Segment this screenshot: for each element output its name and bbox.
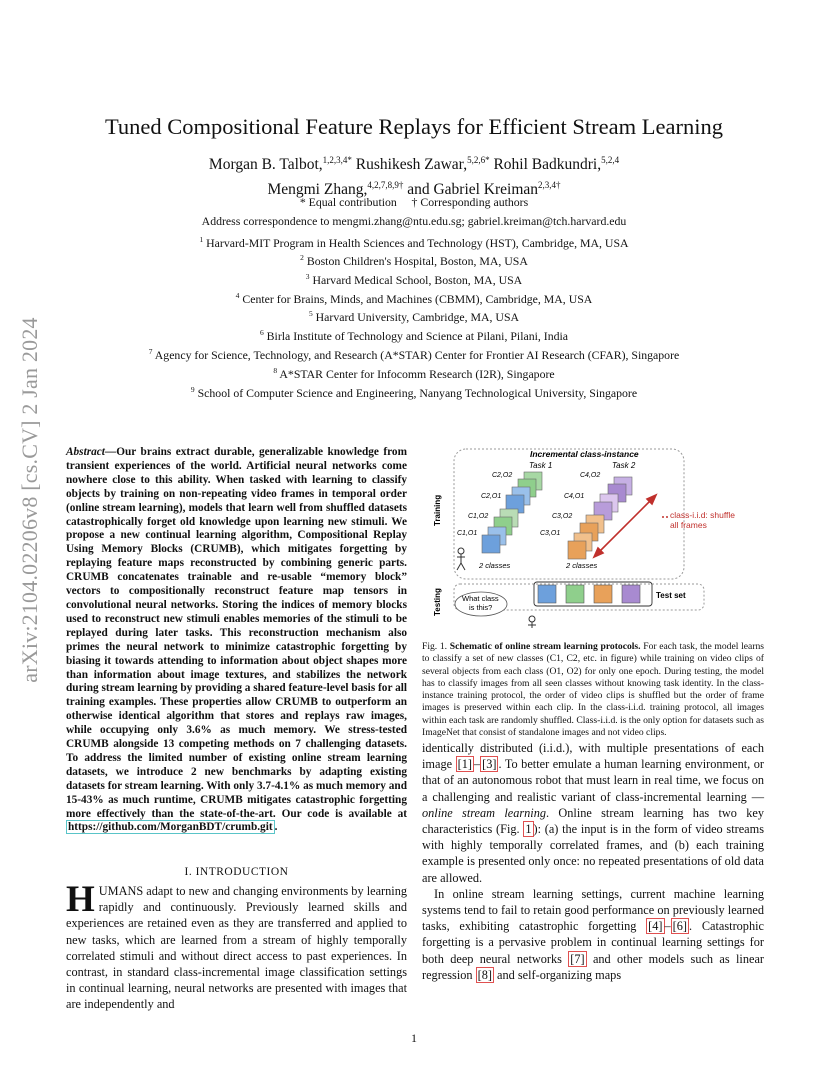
paper-title: Tuned Compositional Feature Replays for Efficient Stream Learning — [104, 114, 723, 139]
figure-caption: Fig. 1. Schematic of online stream learning protocols. For each task, the model learns to classify a set of new classes (C1, C2, etc. in figure) while training on video clips of several objects from each class (O1, O2) for only one epoch. During testing, the model has to classify images from all seen classes without knowing task identity. In the class-instance training protocol, the order of video clips is shuffled but the order of frame images is preserved within each clip. In the class-i.i.d. training protocol, all images within each task are randomly shuffled. Class-i.i.d. is the only option for datasets such as ImageNet that consist of standalone images and not video clips. — [422, 641, 764, 739]
author-list: Morgan B. Talbot,$^{1,2,3,4*}$ Rushikesh Zawar,$^{5,2,6*}$ Rohil Badkundri,$^{5,2,4}$ Mengmi Zhang,$^{4,2,7,8,9\dagger}$ and Gabriel Kreiman$^{2,3,4\dagger}$ — [208, 155, 620, 199]
citation-link[interactable]: [3] — [482, 757, 497, 772]
iid-label: class-i.i.d: shuffle — [670, 510, 736, 520]
figure-1-schematic — [434, 447, 760, 633]
citation-link[interactable]: [7] — [570, 951, 585, 966]
abstract: Abstract—Our brains extract durable, generalizable knowledge from transient experiences of the world. Artificial neural networks come nowhere close to this ability. When tasked with learning to classify objects by training on non-repeating video frames in temporal order (online stream learning), models that learn well from shuffled datasets catastrophically forget old knowledge upon learning new stimuli. We propose a new continual learning algorithm, Compositional Replay Using Memory Blocks (CRUMB), which mitigates forgetting by replaying feature maps reconstructed by combining generic parts. CRUMB concatenates trainable and re-usable “memory block” vectors to compositionally reconstruct feature map tensors in convolutional neural networks. Storing the indices of memory blocks used to reconstruct new stimuli enables memories of the stimuli to be replayed during later tasks. This reconstruction mechanism also primes the neural network to minimize catastrophic forgetting by biasing it towards attending to information about object shapes more than information about image textures, and stabilizes the network during stream learning by providing a shared feature-level basis for all training examples. These properties allow CRUMB to outperform an otherwise identical algorithm that stores and replays raw images, while occupying only 3.6% as much memory. We stress-tested CRUMB alongside 13 competing methods on 7 challenging datasets. To address the limited number of existing online stream learning datasets, we introduce 2 new benchmarks by adapting existing datasets for stream learning. With only 3.7-4.1% as much memory and 15-43% as much runtime, CRUMB mitigates catastrophic forgetting more effectively than the state-of-the-art. Our code is available at https://github.com/MorganBDT/crumb.git . — [66, 446, 408, 834]
question-text: What class — [462, 594, 499, 603]
correspondence-address: Address correspondence to mengmi.zhang@ntu.edu.sg; gabriel.kreiman@tch.harvard.edu — [201, 214, 627, 228]
citation-link[interactable]: [1] — [457, 757, 472, 772]
task1-label: Task 1 — [529, 461, 553, 470]
author-kreiman: and Gabriel Kreiman — [403, 181, 539, 199]
abstract-body: —Our brains extract durable, generalizable knowledge from transient experiences of the world. Artificial neural networks come nowhere close to this ability. When tasked with learning to classify objects by training on non-repeating video frames in temporal order (online stream learning), models that learn well from shuffled datasets catastrophically forget old knowledge upon learning new stimuli. We propose a new continual learning algorithm, Compositional Replay Using Memory Blocks (CRUMB), which mitigates forgetting by replaying feature maps reconstructed by combining generic parts. CRUMB concatenates trainable and re-usable “memory block” vectors to compositionally reconstruct feature map tensors in convolutional neural networks. Storing the indices of memory blocks used to reconstruct new stimuli enables memories of the stimuli to be replayed during later tasks. This reconstruction mechanism also primes the neural network to minimize catastrophic forgetting by biasing it towards attending to information about object shapes more than information about image textures, and stabilizes the network during stream learning by providing a shared feature-level basis for all training examples. These properties allow CRUMB to outperform an otherwise identical algorithm that stores and replays raw images, while occupying only 3.6% as much memory. We stress-tested CRUMB alongside 13 competing methods on 7 challenging datasets. To address the limited number of existing online stream learning datasets, we introduce 2 new benchmarks by adapting existing datasets for stream learning. With only 3.7-4.1% as much memory and 15-43% as much runtime, CRUMB mitigates catastrophic forgetting more effectively than the state-of-the-art. Our code is available at — [66, 446, 408, 820]
page-number: 1 — [411, 1031, 417, 1045]
affiliation: $^6$ Birla Institute of Technology and Science at Pilani, Pilani, India — [259, 328, 569, 343]
section-heading-introduction: I. INTRODUCTION — [184, 866, 289, 878]
frame-label: C2,O1 — [481, 493, 502, 500]
citation-link[interactable]: [4] — [648, 919, 663, 934]
test-set-label: Test set — [656, 591, 686, 600]
iid-label-2: all frames — [670, 520, 707, 530]
affiliation: $^4$ Center for Brains, Minds, and Machines (CBMM), Cambridge, MA, USA — [235, 291, 593, 306]
affiliation: $^1$ Harvard-MIT Program in Health Sciences and Technology (HST), Cambridge, MA, USA — [199, 235, 629, 250]
test-frames — [534, 582, 652, 606]
drop-cap: H — [66, 879, 95, 920]
frame-label: C2,O2 — [492, 472, 513, 479]
frame-label: C3,O2 — [552, 513, 573, 520]
contribution-note: * Equal contribution † Corresponding authors — [299, 195, 529, 209]
frame-label: C4,O2 — [580, 472, 601, 479]
task1-frames — [482, 472, 542, 553]
author-zhang: Mengmi Zhang, — [267, 181, 368, 199]
frame-label: C1,O1 — [457, 530, 478, 537]
author-talbot: Morgan B. Talbot, — [208, 156, 323, 174]
frame-label: C3,O1 — [540, 530, 561, 537]
affiliation: $^2$ Boston Children's Hospital, Boston, MA, USA — [300, 253, 528, 268]
citation-link[interactable]: [6] — [672, 919, 688, 934]
testing-label: Testing — [433, 588, 442, 616]
affiliation: $^7$ Agency for Science, Technology, and Research (A*STAR) Center for Frontier AI Research (CFAR), Singapore — [148, 347, 680, 362]
frame-label: C4,O1 — [564, 493, 585, 500]
right-column-text — [422, 740, 764, 983]
arxiv-identifier: arXiv:2104.02206v8 [cs.CV] 2 Jan 2024 — [17, 317, 42, 683]
affiliation: $^8$ A*STAR Center for Infocomm Research (I2R), Singapore — [273, 366, 555, 381]
abstract-label: Abstract — [66, 446, 105, 458]
affiliation: $^3$ Harvard Medical School, Boston, MA, USA — [305, 272, 523, 287]
affiliation: $^9$ School of Computer Science and Engineering, Nanyang Technological University, Singapore — [190, 385, 638, 400]
task2-label: Task 2 — [612, 461, 636, 470]
author-zawar: Rushikesh Zawar, — [351, 156, 468, 174]
paragraph: In online stream learning settings, current machine learning systems tend to fail to retain good performance on previously learned tasks, exhibiting catastrophic forgetting [4] – [6] . Catastrophic forgetting is a pervasive problem in continual learning settings for both deep neural networks [7] and other models such as linear regression [8] and self-organizing maps — [422, 886, 764, 982]
question-text-2: is this? — [469, 603, 493, 612]
training-label: Training — [433, 494, 442, 526]
classes-label-task1: 2 classes — [479, 561, 511, 570]
affiliation: $^5$ Harvard University, Cambridge, MA, USA — [308, 309, 520, 324]
tester-person-icon — [528, 616, 536, 628]
person-icon — [457, 548, 465, 570]
frame-label: C1,O2 — [468, 513, 489, 520]
task2-frames — [568, 477, 632, 559]
figure-reference-link[interactable]: 1 — [525, 822, 532, 837]
paragraph: identically distributed (i.i.d.), with multiple presentations of each image [1] – [3] . To better emulate a human learning environment, or that of an autonomous robot that must learn in real time, we focus on a challenging and realistic variant of class-incremental learning — online stream learning. Online stream learning has two key characteristics (Fig. 1 ): (a) the input is in the form of video streams with highly temporally correlated frames, and (b) each training example is presented only once: no repeated presentations of old data are allowed. — [422, 741, 765, 885]
author-badkundri: Rohil Badkundri, — [489, 156, 602, 174]
classes-label-task2: 2 classes — [566, 561, 598, 570]
citation-link[interactable]: [8] — [477, 967, 492, 982]
code-repository-link[interactable]: https://github.com/MorganBDT/crumb.git — [68, 821, 273, 834]
figure-header: Incremental class-instance — [530, 449, 639, 459]
introduction-paragraph: HUMANS adapt to new and changing environments by learning rapidly and continuously. Previously learned skills and experiences are retained even as they are transferred and applied to new tasks, which are learned from a stream of highly temporally correlated stimuli and without direct access to past experiences. In contrast, in standard class-incremental image classification settings in continual learning, neural networks are presented with images that are independently and — [66, 879, 407, 1012]
